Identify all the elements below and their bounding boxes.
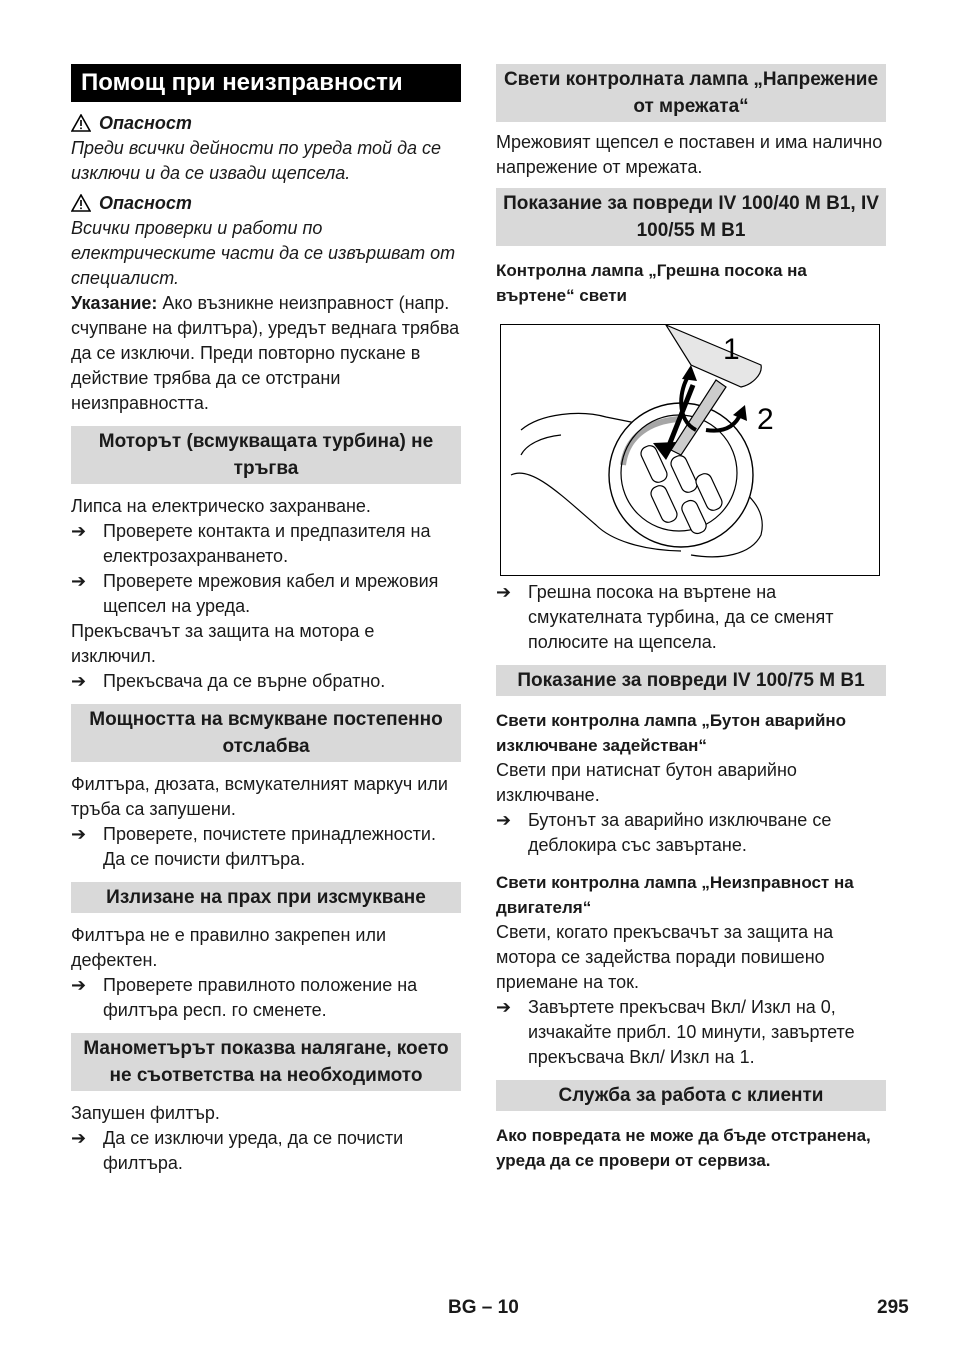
arrow-right-icon: ➔ — [71, 671, 87, 691]
list-item — [496, 995, 886, 1070]
section-header: Излизане на прах при изсмукване — [71, 882, 461, 913]
section-header: Моторът (всмукващата турбина) не тръгва — [71, 426, 461, 484]
list-item — [71, 519, 461, 569]
paragraph: Прекъсвачът за защита на мотора е изключил. — [71, 621, 375, 666]
section-header: Мощността на всмукване постепенно отслабва — [71, 704, 461, 762]
list-item — [71, 569, 461, 619]
arrow-right-icon: ➔ — [496, 810, 512, 830]
section-header: Показание за повреди IV 100/75 M B1 — [496, 665, 886, 696]
danger-heading-1 — [71, 110, 461, 136]
list-item-text: Прекъсвача да се върне обратно. — [103, 671, 386, 691]
list-item-text: Грешна посока на въртене на смукателната турбина, да се сменят полюсите на щепсела. — [528, 582, 834, 652]
warning-triangle-icon — [71, 194, 91, 212]
arrow-right-icon: ➔ — [71, 1128, 87, 1148]
paragraph: Филтъра, дюзата, всмукателният маркуч или тръба са запушени. — [71, 774, 448, 819]
arrow-right-icon: ➔ — [496, 582, 512, 602]
plug-illustration — [501, 325, 879, 575]
left-column — [71, 64, 461, 1176]
list-item-text: Да се изключи уреда, да се почисти филтъра. — [103, 1128, 404, 1173]
subheading: Контролна лампа „Грешна посока на въртене“ свети — [496, 261, 807, 305]
paragraph: Свети при натиснат бутон аварийно изключване. — [496, 760, 797, 805]
danger-label: Опасност — [99, 113, 192, 133]
list-item-text: Завъртете прекъсвач Вкл/ Изкл на 0, изчакайте прибл. 10 минути, завъртете прекъсвача Вкл/ Изкл на 1. — [528, 997, 855, 1067]
note-paragraph — [71, 291, 461, 416]
paragraph: Свети, когато прекъсвачът за защита на мотора се задейства поради повишено приемане на ток. — [496, 922, 834, 992]
arrow-right-icon: ➔ — [71, 824, 87, 844]
figure-label-2: 2 — [757, 403, 774, 436]
arrow-right-icon: ➔ — [496, 997, 512, 1017]
subheading: Свети контролна лампа „Бутон аварийно изключване задействан“ — [496, 711, 847, 755]
plug-figure — [500, 324, 880, 576]
note-text: Ако възникне неизправност (напр. счупване на филтъра), уредът веднага трябва да се изключи. Преди повторно пускане в действие трябва да се отстрани неизправността. — [71, 293, 460, 413]
danger-text-1: Преди всички дейности по уреда той да се изключи и да се извади щепсела. — [71, 138, 442, 183]
warning-triangle-icon — [71, 114, 91, 132]
list-item-text: Проверете мрежовия кабел и мрежовия щепсел на уреда. — [103, 571, 439, 616]
note-label: Указание: — [71, 293, 158, 313]
page-number: 295 — [877, 1297, 909, 1318]
section-header: Манометърът показва налягане, което не съответства на необходимото — [71, 1033, 461, 1091]
section-header: Показание за повреди IV 100/40 M B1, IV 100/55 M B1 — [496, 188, 886, 246]
list-item — [71, 669, 461, 694]
footer-code: BG – 10 — [448, 1297, 519, 1318]
list-item-text: Проверете правилното положение на филтъра респ. го сменете. — [103, 975, 418, 1020]
danger-label: Опасност — [99, 193, 192, 213]
right-column — [496, 64, 886, 1173]
arrow-right-icon: ➔ — [71, 975, 87, 995]
subheading: Свети контролна лампа „Неизправност на двигателя“ — [496, 873, 854, 917]
list-item — [71, 1126, 461, 1176]
danger-text-2: Всички проверки и работи по електрическите части да се извършват от специалист. — [71, 218, 456, 288]
list-item — [496, 808, 886, 858]
list-item — [71, 973, 461, 1023]
list-item-text: Проверете контакта и предпазителя на електрозахранването. — [103, 521, 431, 566]
list-item-text: Бутонът за аварийно изключване се деблокира със завъртане. — [528, 810, 832, 855]
page-title: Помощ при неизправности — [71, 64, 461, 102]
danger-heading-2 — [71, 190, 461, 216]
arrow-right-icon: ➔ — [71, 571, 87, 591]
paragraph: Липса на електрическо захранване. — [71, 496, 371, 516]
paragraph: Филтъра не е правилно закрепен или дефектен. — [71, 925, 387, 970]
list-item — [496, 580, 886, 655]
paragraph: Запушен филтър. — [71, 1103, 220, 1123]
list-item-text: Проверете, почистете принадлежности. Да се почисти филтъра. — [103, 824, 436, 869]
section-header: Служба за работа с клиенти — [496, 1080, 886, 1111]
paragraph: Ако повредата не може да бъде отстранена, уреда да се провери от сервиза. — [496, 1126, 871, 1170]
arrow-right-icon: ➔ — [71, 521, 87, 541]
section-header: Свети контролната лампа „Напрежение от мрежата“ — [496, 64, 886, 122]
paragraph: Мрежовият щепсел е поставен и има налично напрежение от мрежата. — [496, 132, 883, 177]
figure-label-1: 1 — [723, 333, 740, 366]
list-item — [71, 822, 461, 872]
